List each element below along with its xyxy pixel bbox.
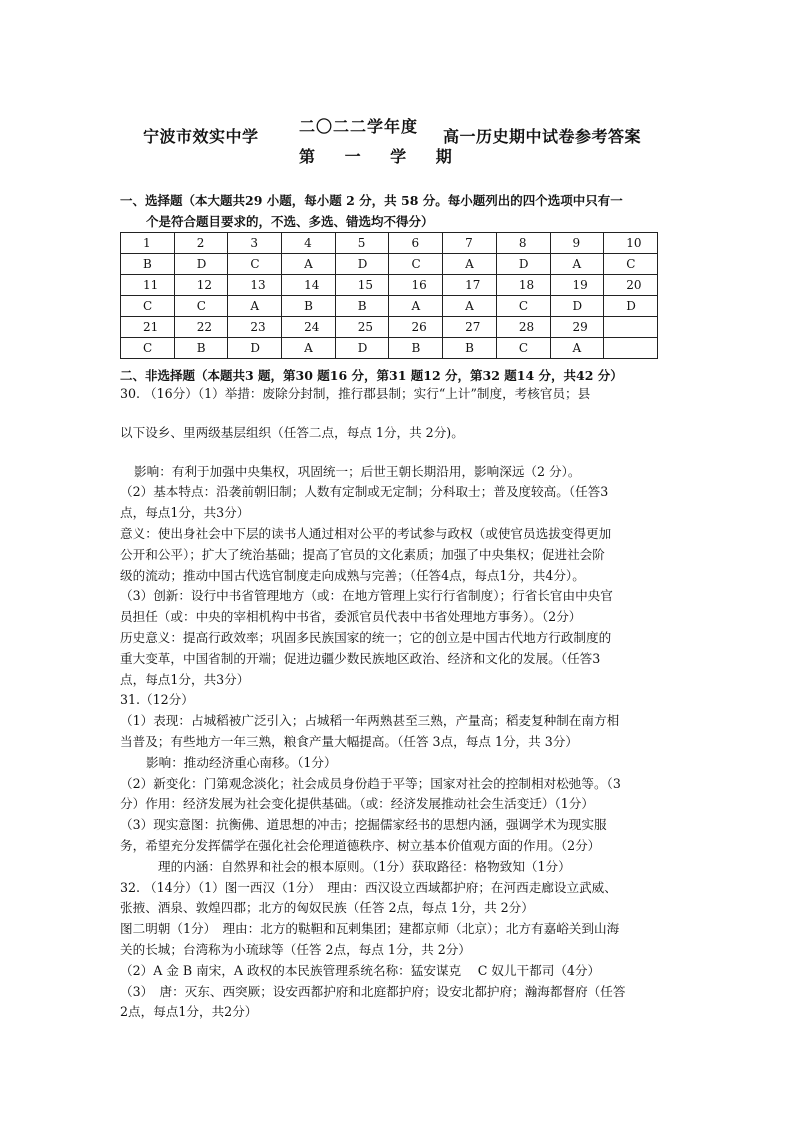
answer-cell: D bbox=[496, 254, 550, 275]
q30-line: 以下设乡、里两级基层组织（任答二点，每点 1分，共 2分)。 bbox=[120, 424, 464, 440]
q30-line: 公开和公平）；扩大了统治基础；提高了官员的文化素质；加强了中央集权；促进社会阶 bbox=[120, 546, 605, 562]
answer-cell: C bbox=[228, 254, 282, 275]
question-number-cell: 24 bbox=[282, 317, 336, 338]
q30-line: 影响：有利于加强中央集权，巩固统一；后世王朝长期沿用，影响深远（2 分）。 bbox=[134, 463, 581, 479]
q30-line: （2）基本特点：沿袭前朝旧制；人数有定制或无定制；分科取士；普及度较高。（任答3 bbox=[120, 484, 609, 500]
answer-cell: C bbox=[496, 296, 550, 317]
answer-cell: C bbox=[121, 296, 175, 317]
question-number-cell: 12 bbox=[174, 275, 228, 296]
q30-line: 点，每点1分，共3分） bbox=[120, 505, 250, 521]
q31-line: 分）作用：经济发展为社会变化提供基础。（或：经济发展推动社会生活变迁）（1分） bbox=[120, 796, 594, 812]
q30-line: 点，每点1分，共3分） bbox=[120, 671, 250, 687]
answer-cell: D bbox=[174, 254, 228, 275]
question-number-cell: 4 bbox=[282, 233, 336, 254]
answer-cell: D bbox=[228, 338, 282, 359]
q32-line: 关的长城；台湾称为小琉球等（任答 2点，每点 1分，共 2分） bbox=[120, 941, 471, 957]
question-number-cell: 26 bbox=[389, 317, 443, 338]
q31-line: 当普及；有些地方一年三熟，粮食产量大幅提高。（任答 3点，每点 1分，共 3分） bbox=[120, 733, 578, 749]
section-choice-line-1: 一、选择题（本大题共29 小题，每小题 2 分，共 58 分。每小题列出的四个选项中只有一 bbox=[120, 193, 623, 208]
question-number-cell: 18 bbox=[496, 275, 550, 296]
question-number-cell bbox=[604, 317, 658, 338]
question-number-cell: 1 bbox=[121, 233, 175, 254]
q32-line: 图二明朝（1分） 理由：北方的鞑靼和瓦剌集团；建都京师（北京）；北方有嘉峪关到山海 bbox=[120, 921, 620, 937]
answer-cell bbox=[604, 338, 658, 359]
answer-table bbox=[120, 232, 658, 359]
q30-line: 意义：使出身社会中下层的读书人通过相对公平的考试参与政权（或使官员选拔变得更加 bbox=[120, 525, 612, 541]
answer-cell: B bbox=[174, 338, 228, 359]
q32-line: （2）A 金 B 南宋，A 政权的本民族管理系统名称：猛安谋克 C 奴儿干都司（4分） bbox=[120, 962, 601, 978]
answer-cell: B bbox=[443, 338, 497, 359]
question-number-cell: 23 bbox=[228, 317, 282, 338]
q30-line: 员担任（或：中央的宰相机构中书省，委派官员代表中书省处理地方事务）。（2分） bbox=[120, 609, 582, 625]
question-number-cell: 14 bbox=[282, 275, 336, 296]
question-number-cell: 25 bbox=[335, 317, 389, 338]
q31-line: 影响：推动经济重心南移。（1分） bbox=[146, 754, 337, 770]
section-choice-line-2: 个是符合题目要求的，不选、多选、错选均不得分） bbox=[146, 214, 434, 229]
question-number-cell: 16 bbox=[389, 275, 443, 296]
q30-line: 重大变革，中国省制的开端；促进边疆少数民族地区政治、经济和文化的发展。（任答3 bbox=[120, 650, 601, 666]
answer-table-row bbox=[121, 233, 658, 254]
answer-cell: C bbox=[496, 338, 550, 359]
question-number-cell: 8 bbox=[496, 233, 550, 254]
school-year: 二〇二二学年度 bbox=[299, 117, 419, 136]
question-number-cell: 15 bbox=[335, 275, 389, 296]
answer-table-row bbox=[121, 338, 658, 359]
question-number-cell: 6 bbox=[389, 233, 443, 254]
q31-line: 理的内涵：自然界和社会的根本原则。（1分）获取路径：格物致知（1分） bbox=[158, 858, 571, 874]
q32-line: （3） 唐：灭东、西突厥；设安西都护府和北庭都护府；设安北都护府；瀚海都督府（任答 bbox=[120, 983, 626, 999]
q32-line: 2点，每点1分，共2分） bbox=[120, 1004, 258, 1020]
answer-cell: C bbox=[604, 254, 658, 275]
answer-cell: C bbox=[121, 338, 175, 359]
semester: 第 一 学 期 bbox=[299, 147, 464, 166]
q31-line: 务，希望充分发挥儒学在强化社会伦理道德秩序、树立基本价值观方面的作用。（2分） bbox=[120, 837, 601, 853]
answer-cell: B bbox=[121, 254, 175, 275]
answer-cell: C bbox=[389, 254, 443, 275]
question-number-cell: 19 bbox=[550, 275, 604, 296]
q32-line: 张掖、酒泉、敦煌四郡；北方的匈奴民族（任答 2点，每点 1分，共 2分） bbox=[120, 900, 534, 916]
answer-cell: B bbox=[389, 338, 443, 359]
answer-table-row bbox=[121, 254, 658, 275]
answer-cell: C bbox=[174, 296, 228, 317]
question-number-cell: 9 bbox=[550, 233, 604, 254]
q30-line: 30. （16分）（1）举措：废除分封制，推行郡县制；实行“上计”制度，考核官员；县 bbox=[120, 386, 591, 401]
section-non-choice-heading: 二、非选择题（本题共3 题，第30 题16 分，第31 题12 分，第32 题14 分，共42 分） bbox=[120, 368, 623, 383]
school-name: 宁波市效实中学 bbox=[143, 127, 259, 146]
q30-line: （3）创新：设行中书省管理地方（或：在地方管理上实行行省制度）；行省长官由中央官 bbox=[120, 588, 613, 604]
exam-subject-title: 高一历史期中试卷参考答案 bbox=[443, 127, 642, 146]
question-number-cell: 22 bbox=[174, 317, 228, 338]
answer-cell: A bbox=[550, 338, 604, 359]
answer-cell: D bbox=[604, 296, 658, 317]
q31-line: 31.（12分） bbox=[120, 692, 194, 708]
answer-cell: B bbox=[335, 296, 389, 317]
q31-line: （1）表现：占城稻被广泛引入；占城稻一年两熟甚至三熟，产量高；稻麦复种制在南方相 bbox=[120, 713, 620, 729]
answer-cell: A bbox=[282, 254, 336, 275]
question-number-cell: 3 bbox=[228, 233, 282, 254]
question-number-cell: 29 bbox=[550, 317, 604, 338]
answer-cell: A bbox=[282, 338, 336, 359]
answer-cell: D bbox=[335, 338, 389, 359]
answer-table-row bbox=[121, 275, 658, 296]
question-number-cell: 20 bbox=[604, 275, 658, 296]
question-number-cell: 7 bbox=[443, 233, 497, 254]
q30-line: 历史意义：提高行政效率；巩固多民族国家的统一；它的创立是中国古代地方行政制度的 bbox=[120, 629, 612, 645]
q32-line: 32. （14分）（1）图一西汉（1分） 理由：西汉设立西域都护府；在河西走廊设立武威、 bbox=[120, 879, 617, 895]
answer-table-row bbox=[121, 317, 658, 338]
answer-body bbox=[120, 384, 682, 1023]
question-number-cell: 27 bbox=[443, 317, 497, 338]
answer-cell: B bbox=[282, 296, 336, 317]
question-number-cell: 17 bbox=[443, 275, 497, 296]
question-number-cell: 11 bbox=[121, 275, 175, 296]
answer-cell: A bbox=[443, 254, 497, 275]
answer-cell: A bbox=[389, 296, 443, 317]
question-number-cell: 10 bbox=[604, 233, 658, 254]
document-title bbox=[0, 114, 794, 174]
question-number-cell: 2 bbox=[174, 233, 228, 254]
answer-table-row bbox=[121, 296, 658, 317]
answer-cell: D bbox=[335, 254, 389, 275]
answer-cell: D bbox=[550, 296, 604, 317]
question-number-cell: 5 bbox=[335, 233, 389, 254]
answer-cell: A bbox=[550, 254, 604, 275]
question-number-cell: 21 bbox=[121, 317, 175, 338]
section-choice-heading bbox=[120, 190, 680, 232]
q31-line: （3）现实意图：抗衡佛、道思想的冲击；挖掘儒家经书的思想内涵，强调学术为现实服 bbox=[120, 817, 607, 833]
answer-cell: A bbox=[443, 296, 497, 317]
q30-line: 级的流动；推动中国古代选官制度走向成熟与完善；（任答4点，每点1分，共4分）。 bbox=[120, 567, 585, 583]
answer-cell: A bbox=[228, 296, 282, 317]
question-number-cell: 28 bbox=[496, 317, 550, 338]
question-number-cell: 13 bbox=[228, 275, 282, 296]
q31-line: （2）新变化：门第观念淡化；社会成员身份趋于平等；国家对社会的控制相对松弛等。（3 bbox=[120, 775, 621, 791]
